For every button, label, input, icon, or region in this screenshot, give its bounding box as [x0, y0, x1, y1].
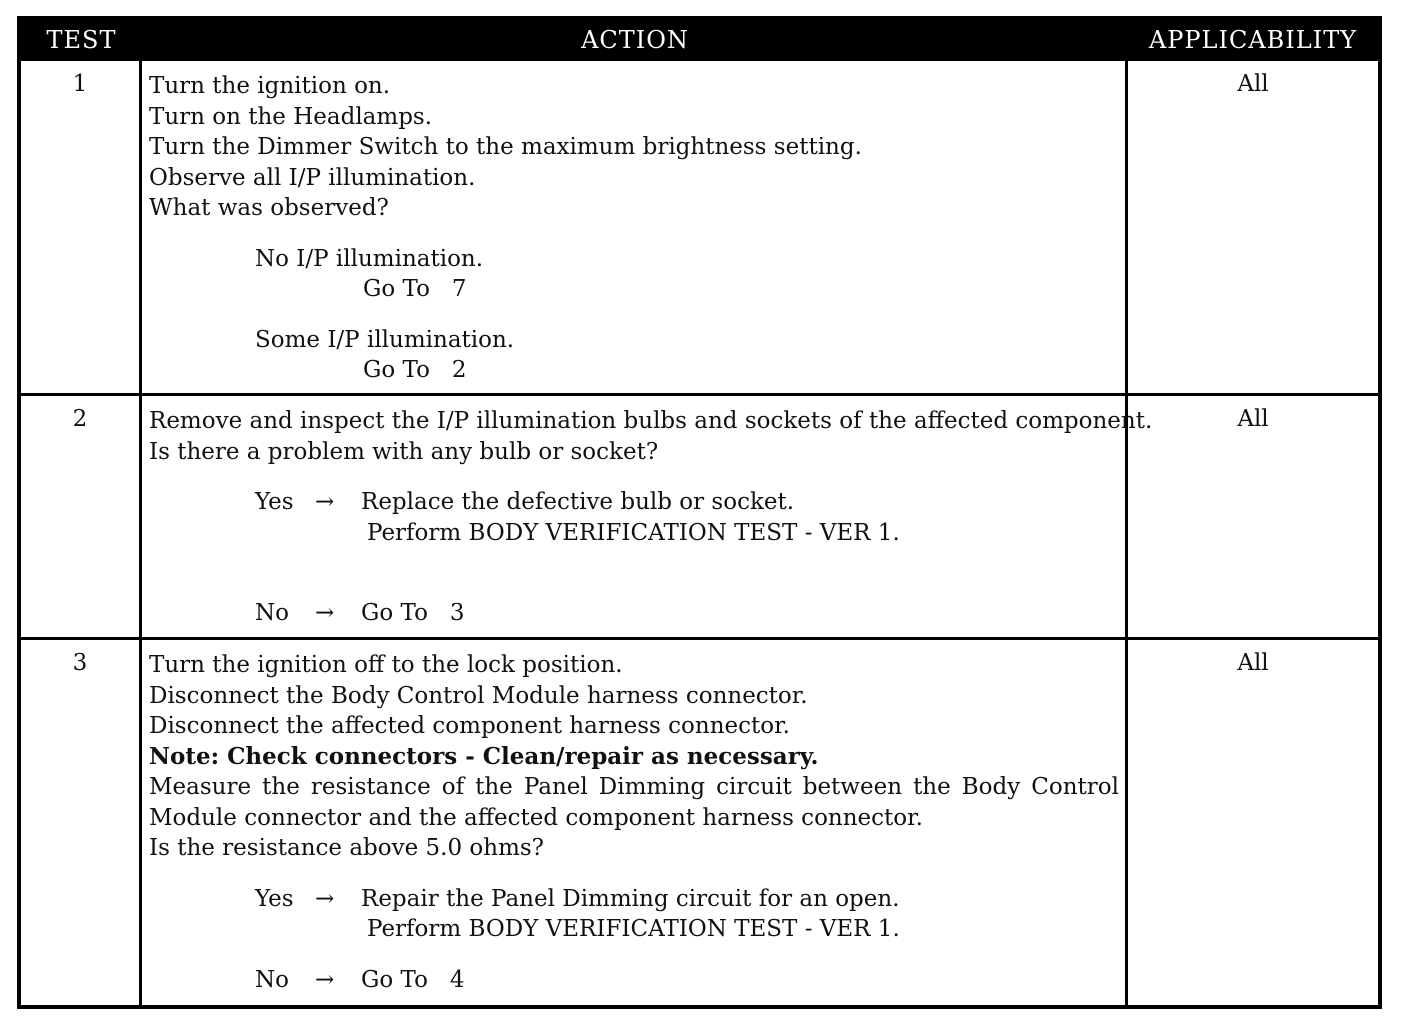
yes-action: Repair the Panel Dimming circuit for an open. [361, 885, 900, 912]
note-text: Note: Check connectors - Clean/repair as necessary. [149, 742, 819, 770]
applicability-value: All [1237, 406, 1269, 432]
goto-link[interactable]: Go To 7 [363, 276, 467, 302]
action-line: Turn on the Headlamps. [149, 103, 433, 130]
no-branch [149, 965, 1119, 996]
no-label: No [255, 966, 289, 993]
yes-label: Yes [255, 489, 294, 515]
action-paragraph: Measure the resistance of the Panel Dimming circuit between the Body Control Module connector and the affected component harness connector. [149, 774, 1119, 831]
option-label: No I/P illumination. [255, 245, 484, 272]
diagnostic-table [17, 16, 1382, 1009]
action-line: Remove and inspect the I/P illumination bulbs and sockets of the affected component. [149, 408, 1153, 434]
applicability-value: All [1237, 71, 1269, 97]
yes-action: Replace the defective bulb or socket. [361, 489, 795, 515]
table-header [21, 20, 1378, 61]
test-number: 2 [72, 406, 88, 432]
action-cell [149, 71, 1119, 386]
test-number: 1 [72, 71, 88, 97]
action-line: Observe all I/P illumination. [149, 164, 476, 191]
action-cell [149, 650, 1119, 995]
goto-link[interactable]: Go To 3 [361, 600, 465, 626]
goto-link[interactable]: Go To 2 [363, 357, 467, 383]
yes-branch [149, 487, 1119, 518]
goto-link[interactable]: Go To 4 [361, 966, 465, 993]
no-label: No [255, 600, 289, 626]
header-test: TEST [46, 26, 117, 54]
table-row [21, 396, 1378, 637]
arrow-icon: → [315, 489, 335, 515]
yes-label: Yes [255, 885, 294, 912]
arrow-icon: → [315, 966, 335, 993]
option-label: Some I/P illumination. [255, 326, 515, 353]
action-line: Turn the ignition off to the lock position. [149, 652, 623, 678]
action-line: Turn the ignition on. [149, 73, 391, 99]
action-line: Turn the Dimmer Switch to the maximum brightness setting. [149, 134, 862, 160]
action-line: Disconnect the Body Control Module harness connector. [149, 682, 808, 709]
header-applicability: APPLICABILITY [1148, 26, 1358, 54]
verification-link[interactable]: Perform BODY VERIFICATION TEST - VER 1. [367, 519, 900, 546]
yes-branch [149, 884, 1119, 915]
table-row [21, 640, 1378, 1005]
action-line: Is there a problem with any bulb or socket? [149, 438, 659, 465]
header-action: ACTION [581, 26, 689, 54]
action-cell [149, 406, 1153, 629]
action-line: What was observed? [149, 195, 389, 221]
arrow-icon: → [315, 600, 335, 626]
arrow-icon: → [315, 885, 335, 912]
test-number: 3 [72, 650, 88, 676]
no-branch [149, 598, 1119, 629]
action-line: Is the resistance above 5.0 ohms? [149, 835, 545, 861]
applicability-value: All [1237, 650, 1269, 676]
verification-link[interactable]: Perform BODY VERIFICATION TEST - VER 1. [367, 916, 900, 942]
action-line: Disconnect the affected component harness connector. [149, 713, 790, 739]
table-row [21, 61, 1378, 393]
